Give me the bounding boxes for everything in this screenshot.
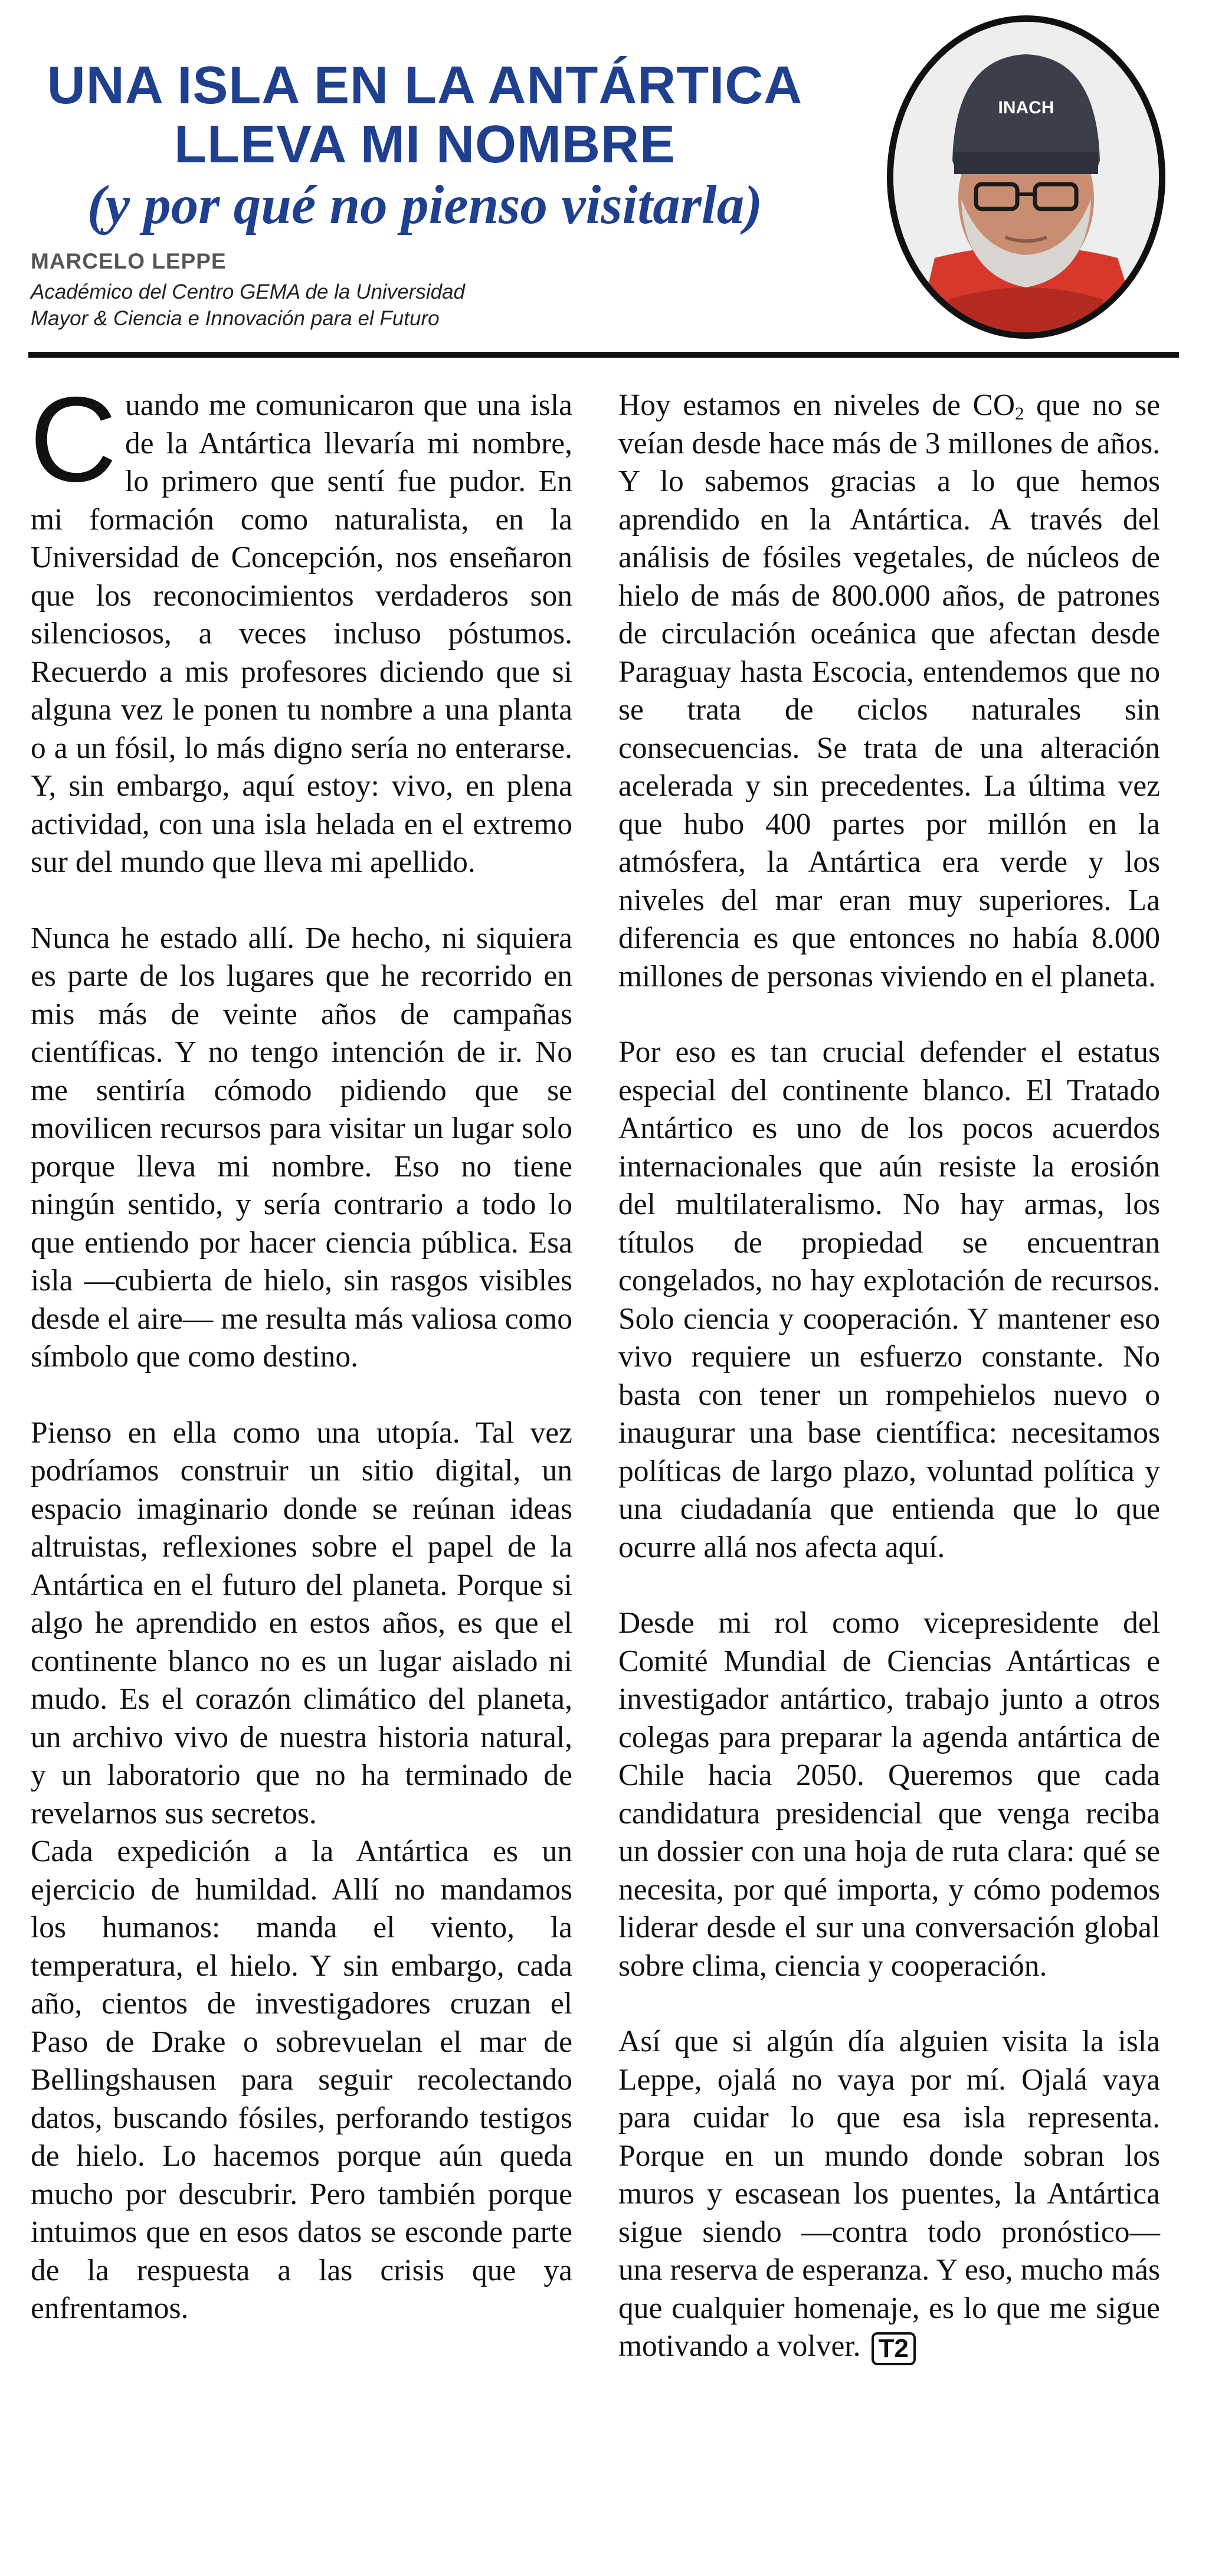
paragraph-5-text-b: que no se veían desde hace más de 3 millones de años. Y lo sabemos gracias a lo que hemos aprendido en la Antártica. A través del análisis de fósiles vegetales, de núcleos de hielo de más de 800.000 años, de patrones de circulación oceánica que afectan desde Paraguay hasta Escocia, entendemos que no se trata de ciclos naturales sin consecuencias. Se trata de una alteración acelerada y sin precedentes. La última vez que hubo 400 partes por millón en la atmósfera, la Antártica era verde y los niveles del mar eran muy superiores. La diferencia es que entonces no había 8.000 millones de personas viviendo en el planeta. (618, 388, 1160, 993)
author-name: MARCELO LEPPE (31, 249, 227, 273)
headline-line-2: LLEVA MI NOMBRE (174, 115, 676, 174)
paragraph-3: Pienso en ella como una utopía. Tal vez podríamos construir un sitio digital, un espacio imaginario donde se reúnan ideas altruistas, reflexiones sobre el papel de la Antártica en el futuro del planeta. Porque si algo he aprendido en estos años, es que el continente blanco no es un lugar aislado ni mudo. Es el corazón climático del planeta, un archivo vivo de nuestra historia natural, y un laboratorio que no ha terminado de revelarnos sus secretos. (31, 1416, 572, 1830)
paragraph-1-text: uando me comunicaron que una isla de la Antártica llevaría mi nombre, lo primero que sentí fue pudor. En mi formación como naturalista, en la Universidad de Concepción, nos enseñaron que los reconocimientos verdaderos son silenciosos, a veces incluso póstumos. Recuerdo a mis profesores diciendo que si alguna vez le ponen tu nombre a una planta o a un fósil, lo más digno sería no enterarse. Y, sin embargo, aquí estoy: vivo, en plena actividad, con una isla helada en el extremo sur del mundo que lleva mi apellido. (31, 388, 572, 879)
author-byline (31, 249, 465, 332)
headline (24, 56, 826, 238)
drop-cap: C (30, 372, 117, 507)
end-logo: T2 (872, 2332, 916, 2365)
paragraph-4: Cada expedición a la Antártica es un ejercicio de humildad. Allí no mandamos los humanos: manda el viento, la temperatura, el hielo. Y sin embargo, cada año, cientos de investigadores cruzan el Paso de Drake o sobrevuelan el mar de Bellingshausen para seguir recolectando datos, buscando fósiles, perforando testigos de hielo. Lo hacemos porque aún queda mucho por descubrir. Pero también porque intuimos que en esos datos se esconde parte de la respuesta a las crisis que ya enfrentamos. (31, 1835, 572, 2325)
portrait-illustration (893, 22, 1159, 332)
article-column-right (618, 387, 1160, 2366)
paragraph-7: Desde mi rol como vicepresidente del Comité Mundial de Ciencias Antárticas e investigador antártico, trabajo junto a otros colegas para preparar la agenda antártica de Chile hacia 2050. Queremos que cada candidatura presidencial que venga reciba un dossier con una hoja de ruta clara: qué se necesita, por qué importa, y cómo podemos liderar desde el sur una conversación global sobre clima, ciencia y cooperación. (618, 1606, 1160, 1983)
paragraph-2: Nunca he estado allí. De hecho, ni siquiera es parte de los lugares que he recorrido en mis más de veinte años de campañas científicas. Y no tengo intención de ir. No me sentiría cómodo pidiendo que se movilicen recursos para visitar un lugar solo porque lleva mi nombre. Eso no tiene ningún sentido, y sería contrario a todo lo que entiendo por hacer ciencia pública. Esa isla —cubierta de hielo, sin rasgos visibles desde el aire— me resulta más valiosa como símbolo que como destino. (31, 921, 572, 1374)
author-affiliation-line-1: Académico del Centro GEMA de la Universidad (31, 280, 465, 303)
beanie-logo: INACH (998, 98, 1054, 117)
author-affiliation-line-2: Mayor & Ciencia e Innovación para el Futuro (31, 307, 440, 330)
paragraph-5-text-a: Hoy estamos en niveles de CO (618, 388, 1016, 422)
header-rule (28, 352, 1179, 358)
article-header (0, 0, 1212, 363)
paragraph-8-text: Así que si algún día alguien visita la isla Leppe, ojalá no vaya por mí. Ojalá vaya para cuidar lo que esa isla representa. Porque en un mundo donde sobran los muros y escasean los puentes, la Antártica sigue siendo —contra todo pronóstico— una reserva de esperanza. Y eso, mucho más que cualquier homenaje, es lo que me sigue motivando a volver. (618, 2025, 1160, 2363)
paragraph-1 (30, 372, 572, 882)
co2-subscript: 2 (1015, 403, 1024, 424)
author-affiliation (31, 279, 465, 332)
paragraph-8 (618, 2023, 1160, 2366)
paragraph-5 (618, 387, 1160, 996)
headline-subtitle: (y por qué no pienso visitarla) (87, 175, 763, 236)
paragraph-6: Por eso es tan crucial defender el estatus especial del continente blanco. El Tratado Antártico es uno de los pocos acuerdos internacionales que aún resiste la erosión del multilateralismo. No hay armas, los títulos de propiedad se encuentran congelados, no hay explotación de recursos. Solo ciencia y cooperación. Y mantener eso vivo requiere un esfuerzo constante. No basta con tener un rompehielos nuevo o inaugurar una base científica: necesitamos políticas de largo plazo, voluntad política y una ciudadanía que entienda que lo que ocurre allá nos afecta aquí. (618, 1035, 1160, 1564)
headline-line-1: UNA ISLA EN LA ANTÁRTICA (47, 56, 803, 115)
author-portrait (887, 15, 1165, 339)
article-column-left (30, 372, 572, 2328)
